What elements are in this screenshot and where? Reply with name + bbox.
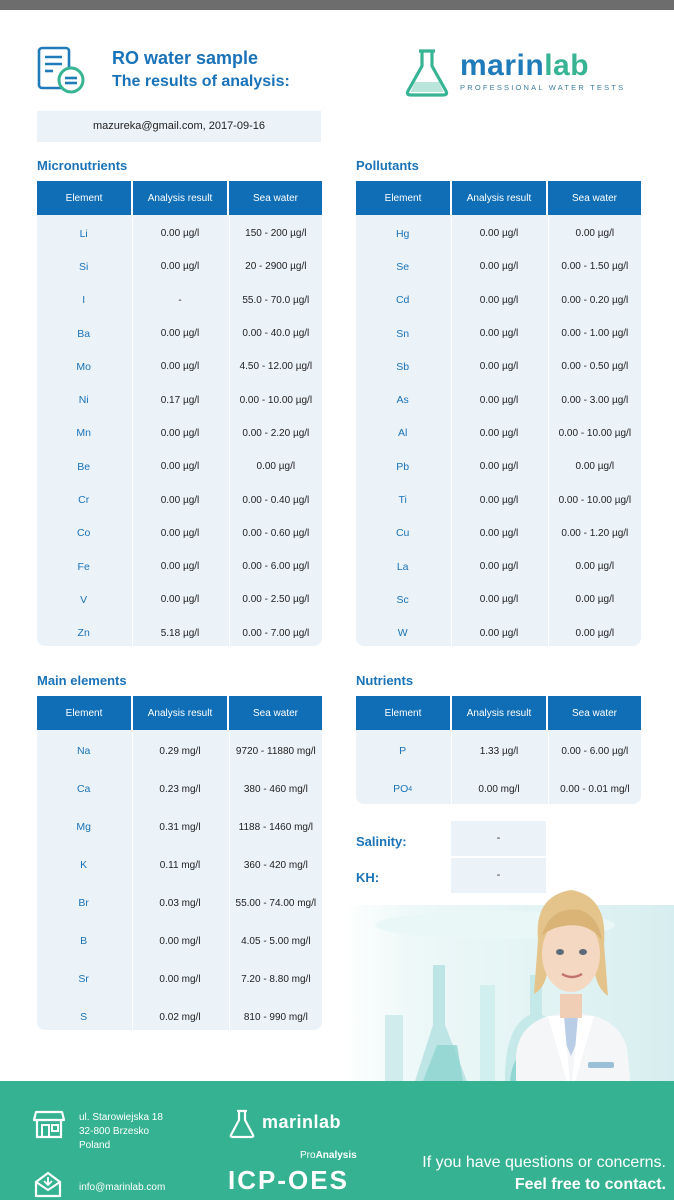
element-cell: Be: [77, 460, 91, 473]
result-cell: 0.00 µg/l: [160, 361, 200, 373]
element-cell: Cd: [395, 294, 410, 307]
result-cell: 0.31 mg/l: [159, 821, 201, 833]
nutrients-table: [356, 696, 641, 804]
result-cell: 0.00 µg/l: [160, 328, 200, 340]
result-cell: 0.00 µg/l: [479, 627, 519, 639]
result-cell: 0.17 µg/l: [160, 394, 200, 406]
footer: [0, 1081, 674, 1200]
column-header-sea: Sea water: [229, 181, 322, 215]
salinity-value: -: [451, 821, 546, 856]
sea-water-cell: 0.00 - 6.00 µg/l: [561, 745, 629, 757]
result-cell: 0.00 µg/l: [479, 328, 519, 340]
sea-water-cell: 0.00 µg/l: [575, 594, 615, 606]
sea-water-cell: 0.00 - 2.20 µg/l: [242, 427, 310, 439]
icp-oes-label: ICP-OES: [228, 1165, 349, 1195]
element-cell: K: [80, 859, 88, 871]
page-title: RO water sample: [112, 48, 259, 68]
kh-label: KH:: [356, 870, 380, 885]
table-body: [37, 215, 322, 650]
result-cell: 0.00 µg/l: [479, 427, 519, 439]
table-header: [37, 696, 322, 730]
element-cell: Br: [78, 897, 89, 909]
result-cell: 0.29 mg/l: [159, 745, 201, 757]
element-cell: Mn: [76, 427, 91, 440]
sea-water-cell: 0.00 µg/l: [575, 228, 615, 240]
element-cell: P: [399, 745, 407, 757]
table-body: [356, 730, 641, 808]
sea-water-cell: 0.00 µg/l: [256, 461, 296, 473]
footer-question-text: If you have questions or concerns.: [422, 1154, 666, 1171]
element-cell: Zn: [77, 627, 90, 640]
table-header: [356, 696, 641, 730]
element-cell: Si: [78, 260, 89, 273]
column-header-element: Element: [37, 696, 131, 730]
element-cell: Sc: [396, 593, 409, 606]
result-cell: 0.00 µg/l: [479, 494, 519, 506]
main-elements-table: [37, 696, 322, 1030]
sea-water-cell: 0.00 - 1.50 µg/l: [561, 261, 629, 273]
table-header: [356, 181, 641, 215]
result-cell: 0.00 µg/l: [479, 394, 519, 406]
result-cell: 0.00 µg/l: [479, 594, 519, 606]
element-cell: W: [397, 627, 408, 640]
result-cell: 5.18 µg/l: [160, 627, 200, 639]
sea-water-cell: 9720 - 11880 mg/l: [235, 745, 316, 757]
footer-logo: marinlab: [228, 1109, 378, 1143]
element-cell: La: [396, 560, 409, 573]
column-header-result: Analysis result: [133, 696, 227, 730]
column-header-element: Element: [37, 181, 131, 215]
logo-wordmark: marinlab: [460, 49, 590, 82]
element-cell: Ca: [76, 783, 91, 795]
nutrients-title: Nutrients: [356, 673, 414, 688]
element-cell: Fe: [77, 560, 90, 573]
result-cell: 1.33 µg/l: [479, 745, 519, 757]
element-cell: Ni: [78, 394, 89, 407]
sea-water-cell: 20 - 2900 µg/l: [245, 261, 307, 273]
result-cell: 0.23 mg/l: [159, 783, 201, 795]
element-cell: Al: [397, 427, 408, 440]
element-cell: S: [80, 1011, 88, 1023]
column-header-sea: Sea water: [548, 696, 641, 730]
kh-value: -: [451, 858, 546, 893]
element-cell: PO 4: [393, 783, 413, 795]
column-header-result: Analysis result: [452, 181, 546, 215]
result-cell: 0.00 µg/l: [160, 594, 200, 606]
result-cell: 0.11 mg/l: [159, 859, 201, 871]
result-cell: 0.00 µg/l: [160, 527, 200, 539]
sea-water-cell: 0.00 - 10.00 µg/l: [239, 394, 313, 406]
element-cell: Se: [396, 260, 410, 273]
sea-water-cell: 0.00 - 0.40 µg/l: [242, 494, 310, 506]
sea-water-cell: 0.00 - 6.00 µg/l: [242, 561, 310, 573]
element-cell: Mg: [76, 821, 91, 833]
result-cell: 0.00 µg/l: [160, 228, 200, 240]
marinlab-logo: [404, 48, 644, 100]
element-cell: Cu: [395, 527, 410, 540]
result-cell: 0.02 mg/l: [159, 1011, 201, 1023]
sea-water-cell: 0.00 - 2.50 µg/l: [242, 594, 310, 606]
result-cell: 0.00 mg/l: [159, 973, 201, 985]
element-cell: Sb: [396, 360, 410, 373]
result-cell: 0.00 µg/l: [479, 561, 519, 573]
sea-water-cell: 4.05 - 5.00 mg/l: [241, 935, 311, 947]
micronutrients-table: [37, 181, 322, 646]
element-cell: Cr: [78, 494, 90, 507]
pollutants-title: Pollutants: [356, 158, 419, 173]
email-date: mazureka@gmail.com, 2017-09-16: [37, 111, 321, 142]
sea-water-cell: 360 - 420 mg/l: [243, 859, 308, 871]
result-cell: 0.03 mg/l: [159, 897, 201, 909]
proanalysis-label: ProAnalysis: [300, 1150, 357, 1161]
sea-water-cell: 0.00 - 40.0 µg/l: [242, 328, 310, 340]
result-cell: 0.00 µg/l: [160, 494, 200, 506]
result-cell: 0.00 µg/l: [479, 361, 519, 373]
column-header-result: Analysis result: [133, 181, 227, 215]
element-cell: I: [82, 294, 86, 307]
sea-water-cell: 0.00 - 1.20 µg/l: [561, 527, 629, 539]
column-header-sea: Sea water: [229, 696, 322, 730]
top-bar: [0, 0, 674, 10]
sea-water-cell: 4.50 - 12.00 µg/l: [239, 361, 313, 373]
sea-water-cell: 0.00 - 10.00 µg/l: [558, 494, 632, 506]
element-cell: As: [396, 394, 409, 407]
column-header-element: Element: [356, 696, 450, 730]
element-cell: Ba: [77, 327, 91, 340]
element-cell: Sr: [78, 973, 89, 985]
result-cell: 0.00 µg/l: [479, 294, 519, 306]
column-header-result: Analysis result: [452, 696, 546, 730]
sea-water-cell: 0.00 - 7.00 µg/l: [242, 627, 310, 639]
micronutrients-title: Micronutrients: [37, 158, 128, 173]
result-cell: 0.00 µg/l: [160, 461, 200, 473]
sea-water-cell: 0.00 - 0.50 µg/l: [561, 361, 629, 373]
result-cell: 0.00 µg/l: [479, 228, 519, 240]
shop-icon: [33, 1109, 65, 1139]
element-cell: Ti: [398, 494, 407, 507]
result-cell: 0.00 µg/l: [479, 461, 519, 473]
element-cell: Li: [79, 227, 88, 240]
column-header-element: Element: [356, 181, 450, 215]
sea-water-cell: 0.00 - 0.20 µg/l: [561, 294, 629, 306]
result-cell: -: [178, 294, 182, 306]
sea-water-cell: 0.00 - 0.01 mg/l: [560, 783, 630, 795]
logo-tagline: PROFESSIONAL WATER TESTS: [460, 83, 626, 92]
element-cell: Hg: [395, 227, 410, 240]
sea-water-cell: 380 - 460 mg/l: [243, 783, 308, 795]
element-cell: Na: [76, 745, 91, 757]
sea-water-cell: 0.00 - 0.60 µg/l: [242, 527, 310, 539]
sea-water-cell: 7.20 - 8.80 mg/l: [241, 973, 311, 985]
sea-water-cell: 1188 - 1460 mg/l: [238, 821, 313, 833]
result-cell: 0.00 µg/l: [479, 261, 519, 273]
page-subtitle: The results of analysis:: [112, 73, 290, 90]
mail-icon: [34, 1170, 62, 1198]
result-cell: 0.00 µg/l: [160, 427, 200, 439]
sea-water-cell: 0.00 - 10.00 µg/l: [558, 427, 632, 439]
sea-water-cell: 0.00 µg/l: [575, 627, 615, 639]
sea-water-cell: 0.00 - 1.00 µg/l: [561, 328, 629, 340]
element-cell: Co: [76, 527, 91, 540]
footer-address: ul. Starowiejska 18 32-800 Brzesko Poland: [79, 1112, 163, 1151]
sea-water-cell: 55.0 - 70.0 µg/l: [242, 294, 310, 306]
sea-water-cell: 810 - 990 mg/l: [243, 1011, 308, 1023]
result-cell: 0.00 µg/l: [479, 527, 519, 539]
result-cell: 0.00 mg/l: [159, 935, 201, 947]
result-cell: 0.00 mg/l: [478, 783, 520, 795]
element-cell: V: [80, 593, 88, 606]
result-cell: 0.00 µg/l: [160, 561, 200, 573]
sea-water-cell: 0.00 µg/l: [575, 461, 615, 473]
sea-water-cell: 0.00 µg/l: [575, 561, 615, 573]
sea-water-cell: 150 - 200 µg/l: [245, 228, 307, 240]
flask-icon: [228, 1109, 256, 1139]
sea-water-cell: 55.00 - 74.00 mg/l: [235, 897, 317, 909]
salinity-label: Salinity:: [356, 834, 407, 849]
footer-contact-text: Feel free to contact.: [514, 1176, 666, 1193]
element-cell: Pb: [396, 460, 410, 473]
flask-icon: [404, 48, 450, 98]
table-body: [37, 730, 322, 1036]
sea-water-cell: 0.00 - 3.00 µg/l: [561, 394, 629, 406]
pollutants-table: [356, 181, 641, 646]
table-header: [37, 181, 322, 215]
main-elements-title: Main elements: [37, 673, 127, 688]
column-header-sea: Sea water: [548, 181, 641, 215]
table-body: [356, 215, 641, 650]
element-cell: Sn: [396, 327, 410, 340]
document-results-icon: [37, 46, 87, 96]
element-cell: Mo: [76, 360, 91, 373]
footer-email-link[interactable]: info@marinlab.com: [79, 1182, 166, 1193]
element-cell: B: [80, 935, 88, 947]
result-cell: 0.00 µg/l: [160, 261, 200, 273]
